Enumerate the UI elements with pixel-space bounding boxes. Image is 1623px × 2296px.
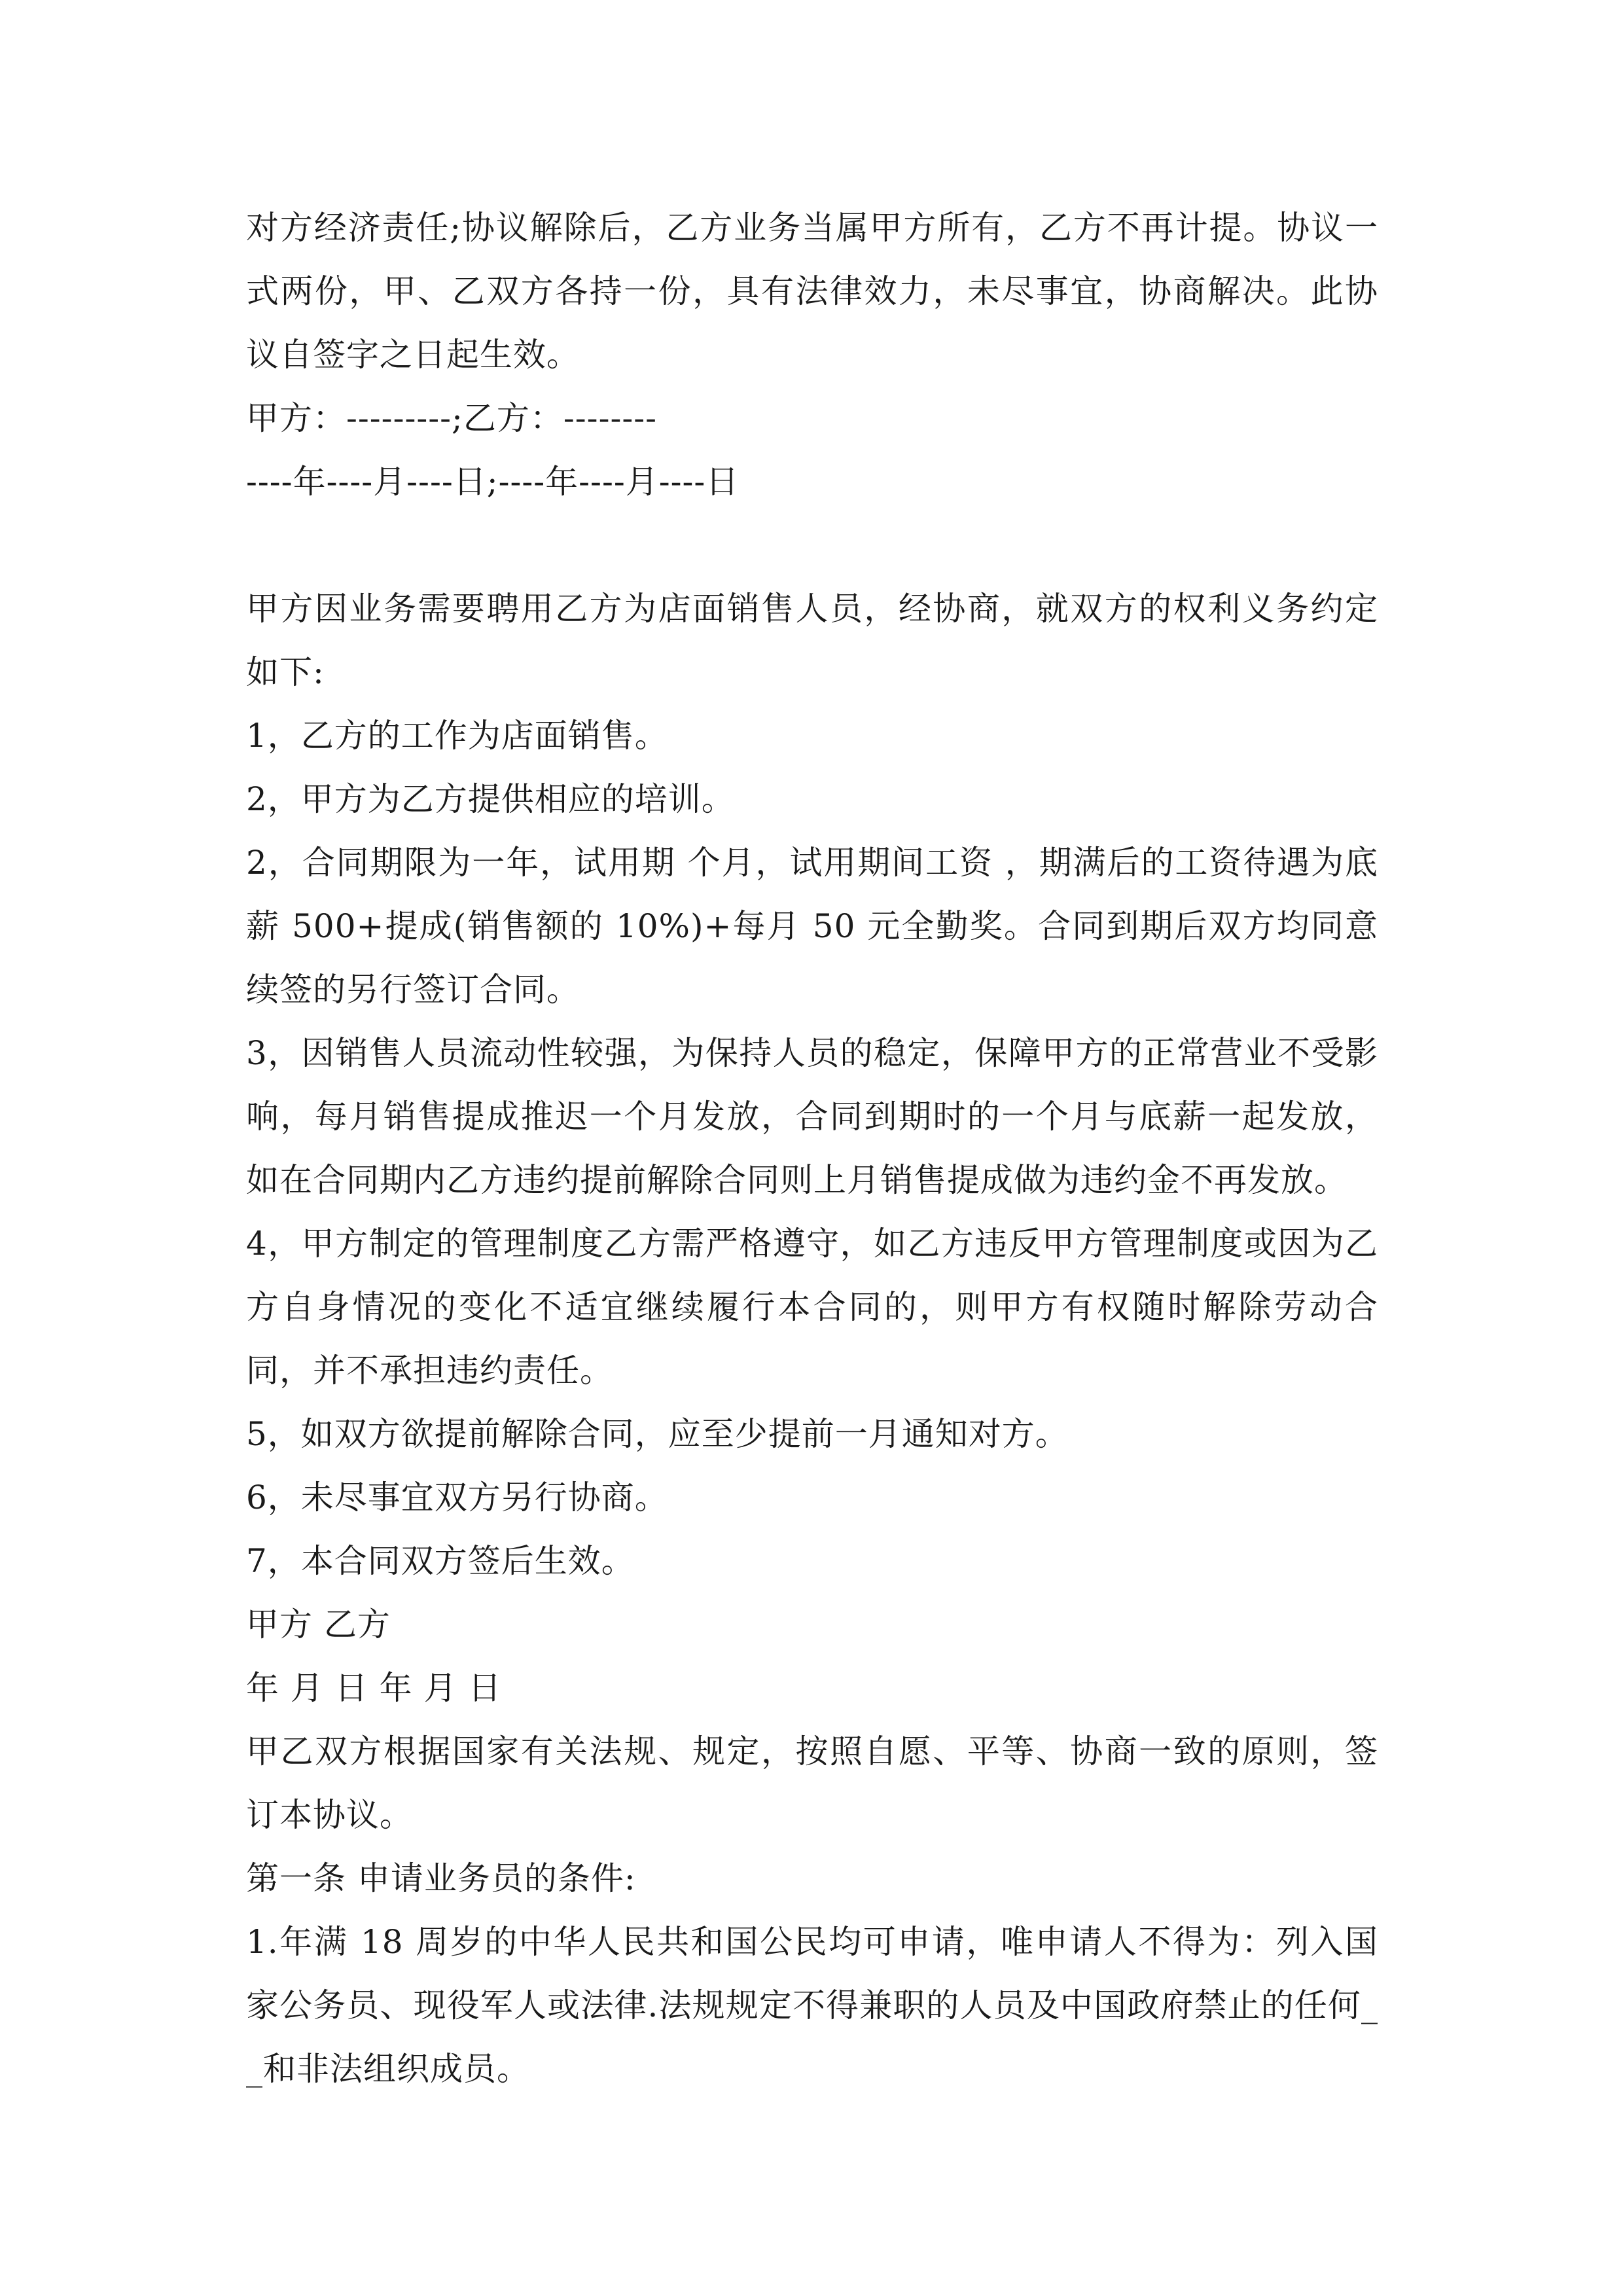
paragraph-dates: 年 月 日 年 月 日 bbox=[246, 1669, 502, 1707]
document-body bbox=[246, 196, 1378, 2101]
paragraph-clause-1: 1，乙方的工作为店面销售。 bbox=[246, 717, 668, 755]
paragraph-agreement-intro: 甲乙双方根据国家有关法规、规定，按照自愿、平等、协商一致的原则，签订本协议。 bbox=[246, 1732, 1378, 1834]
paragraph-clause-2a: 2，甲方为乙方提供相应的培训。 bbox=[246, 780, 735, 818]
paragraph-parties: 甲方 乙方 bbox=[246, 1605, 391, 1643]
paragraph-clause-3: 3，因销售人员流动性较强，为保持人员的稳定，保障甲方的正常营业不受影响，每月销售提成推迟一个月发放，合同到期时的一个月与底薪一起发放，如在合同期内乙方违约提前解除合同则上月销售提成做为违约金不再发放。 bbox=[246, 1034, 1378, 1199]
paragraph-liability-clause: 对方经济责任;协议解除后，乙方业务当属甲方所有，乙方不再计提。协议一式两份，甲、乙双方各持一份，具有法律效力，未尽事宜，协商解决。此协议自签字之日起生效。 bbox=[246, 209, 1378, 374]
paragraph-clause-5: 5，如双方欲提前解除合同，应至少提前一月通知对方。 bbox=[246, 1415, 1069, 1453]
paragraph-clause-2b: 2，合同期限为一年，试用期 个月，试用期间工资 ，期满后的工资待遇为底薪 500+提成(销售额的 10%)+每月 50 元全勤奖。合同到期后双方均同意续签的另行签订合同。 bbox=[246, 844, 1378, 1009]
paragraph-article-1-item-1: 1.年满 18 周岁的中华人民共和国公民均可申请，唯申请人不得为：列入国家公务员、现役军人或法律.法规规定不得兼职的人员及中国政府禁止的任何__和非法组织成员。 bbox=[246, 1923, 1378, 2088]
paragraph-clause-6: 6，未尽事宜双方另行协商。 bbox=[246, 1479, 668, 1516]
section-gap bbox=[246, 514, 1378, 577]
paragraph-party-signatures: 甲方：---------;乙方：-------- bbox=[246, 399, 658, 437]
paragraph-article-1-heading: 第一条 申请业务员的条件: bbox=[246, 1859, 636, 1897]
paragraph-clause-4: 4，甲方制定的管理制度乙方需严格遵守，如乙方违反甲方管理制度或因为乙方自身情况的变化不适宜继续履行本合同的，则甲方有权随时解除劳动合同，并不承担违约责任。 bbox=[246, 1225, 1378, 1390]
paragraph-contract-intro: 甲方因业务需要聘用乙方为店面销售人员，经协商，就双方的权利义务约定如下: bbox=[246, 590, 1378, 691]
paragraph-signature-dates: ----年----月----日;----年----月----日 bbox=[246, 463, 740, 501]
paragraph-clause-7: 7，本合同双方签后生效。 bbox=[246, 1542, 635, 1580]
